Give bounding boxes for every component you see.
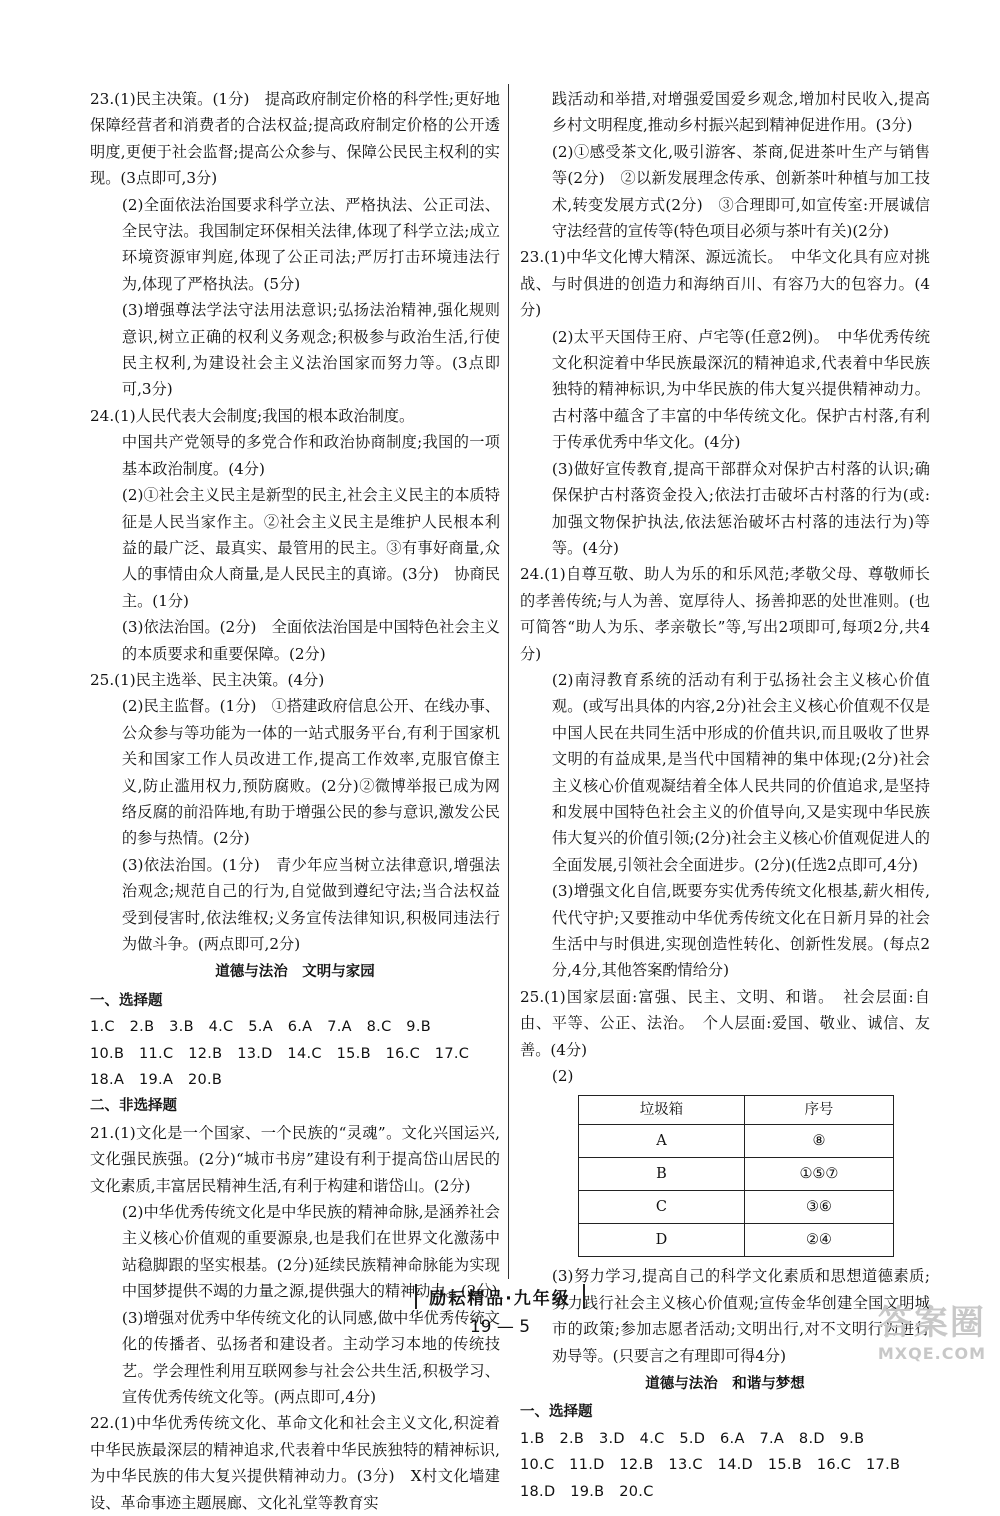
table-row <box>579 1224 894 1257</box>
q23-part3: (3)做好宣传教育,提高干部群众对保护古村落的认识;确保保护古村落资金投入;依法打击破坏古村落的行为(或:加强文物保护执法,依法惩治破坏古村落的违法行为)等等。(4分) <box>551 459 930 557</box>
choice-answers-line: 18.D 19.B 20.C <box>520 1483 654 1500</box>
q25-part3: (3)努力学习,提高自己的科学文化素质和思想道德素质;努力践行社会主义核心价值观;宣传金华创建全国文明城市的政策;参加志愿者活动;文明出行,对不文明行为进行劝导等。(只要言之有理即可得4分) <box>551 1267 930 1365</box>
choice-answers-line: 10.C 11.D 12.B 13.C 14.D 15.B 16.C 17.B <box>520 1457 901 1474</box>
choice-answers-line: 1.C 2.B 3.B 4.C 5.A 6.A 7.A 8.C 9.B <box>90 1019 431 1036</box>
q25-part2: (2)民主监督。(1分) ①搭建政府信息公开、在线办事、公众参与等功能为一体的一站式服务平台,有利于国家机关和国家工作人员改进工作,提高工作效率,克服官僚主义,防止滥用权力,预防腐败。(2分)②微博举报已成为网络反腐的前沿阵地,有助于增强公民的参与意识,激发公民的参与热情。(2分) <box>121 697 500 848</box>
footer <box>0 1284 1000 1309</box>
table-header: 垃圾箱 <box>579 1096 745 1125</box>
q25-part3: (3)依法治国。(1分) 青少年应当树立法律意识,增强法治观念;规范自己的行为,自觉做到遵纪守法;当合法权益受到侵害时,依法维权;义务宣传法律知识,积极同违法行为做斗争。(两点即可,2分) <box>121 855 500 953</box>
q24-part1: 24.(1)自尊互敬、助人为乐的和乐风范;孝敬父母、尊敬师长的孝善传统;与人为善、宽厚待人、扬善抑恶的处世准则。(也可简答“助人为乐、孝亲敬长”等,写出2项即可,每项2分,共4分) <box>520 565 930 663</box>
table-row <box>579 1125 894 1158</box>
section-title-harmony: 道德与法治 和谐与梦想 <box>645 1376 805 1393</box>
q24-part1: 24.(1)人民代表大会制度;我国的根本政治制度。 <box>90 406 415 425</box>
q24-part1-cont: 中国共产党领导的多党合作和政治协商制度;我国的一项基本政治制度。(4分) <box>121 433 500 478</box>
table-header: 序号 <box>744 1096 893 1125</box>
q23-part1: 23.(1)中华文化博大精深、源远流长。 中华文化具有应对挑战、与时俱进的创造力和海纳百川、有容乃大的包容力。(4分) <box>520 248 930 320</box>
q24-part2: (2)南浔教育系统的活动有利于弘扬社会主义核心价值观。(或写出具体的内容,2分)社会主义核心价值观不仅是中国人民在共同生活中形成的价值共识,而且吸收了世界文明的有益成果,是当代中国精神的集中体现;(2分)社会主义核心价值观凝结着全体人民共同的价值追求,是坚持和发展中国特色社会主义的价值导向,又是实现中华民族伟大复兴的价值引领;(2分)社会主义核心价值观促进人的全面发展,引领社会全面进步。(2分)(任选2点即可,4分) <box>551 670 930 874</box>
choice-answers-line: 18.A 19.A 20.B <box>90 1072 223 1089</box>
table-row <box>579 1158 894 1191</box>
q21-part1: 21.(1)文化是一个国家、一个民族的“灵魂”。文化兴国运兴,文化强民族强。(2分)“城市书房”建设有利于提高岱山居民的文化素质,丰富居民精神生活,有利于构建和谐岱山。(2分) <box>90 1123 500 1195</box>
choice-answers-line: 1.B 2.B 3.D 4.C 5.D 6.A 7.A 8.D 9.B <box>520 1430 865 1447</box>
q21-part2: (2)中华优秀传统文化是中华民族的精神命脉,是涵养社会主义核心价值观的重要源泉,也是我们在世界文化激荡中站稳脚跟的坚实根基。(2分)延续民族精神命脉能为实现中国梦提供不竭的力量之源,提供强大的精神动力。(2分) <box>121 1203 500 1301</box>
table-cell: ①⑤⑦ <box>744 1158 893 1191</box>
q25-part1: 25.(1)国家层面:富强、民主、文明、和谐。 社会层面:自由、平等、公正、法治。 个人层面:爱国、敬业、诚信、友善。(4分) <box>520 987 930 1059</box>
watermark-logo <box>878 1295 986 1363</box>
table-cell: C <box>579 1191 745 1224</box>
nonchoice-heading: 二、非选择题 <box>90 1098 177 1115</box>
table-cell: ③⑥ <box>744 1191 893 1224</box>
table-header-row <box>579 1096 894 1125</box>
q25-part1: 25.(1)民主选举、民主决策。(4分) <box>90 670 325 689</box>
page-number: 19 — 5 <box>469 1317 531 1337</box>
column-divider <box>508 84 509 1279</box>
watermark-url: MXQE.COM <box>877 1344 986 1363</box>
q22-part2: (2)①感受茶文化,吸引游客、茶商,促进茶叶生产与销售等(2分) ②以新发展理念传承、创新茶叶种植与加工技术,转变发展方式(2分) ③合理即可,如宣传室:开展诚信守法经营的宣传等(特色项目必须与茶叶有关)(2分) <box>551 142 930 241</box>
trash-bin-table <box>578 1095 894 1257</box>
footer-brand: 励耘精品·九年级 <box>415 1284 584 1309</box>
table-cell: ⑧ <box>744 1125 893 1158</box>
watermark-text: 答案圈 <box>877 1303 986 1343</box>
section-title-civilization: 道德与法治 文明与家园 <box>215 964 375 981</box>
q22-part1-cont: 践活动和举措,对增强爱国爱乡观念,增加村民收入,提高乡村文明程度,推动乡村振兴起到精神促进作用。(3分) <box>551 90 930 135</box>
table-row <box>579 1191 894 1224</box>
q24-part3: (3)增强文化自信,既要夯实优秀传统文化根基,薪火相传,代代守护;又要推动中华优秀传统文化在日新月异的社会生活中与时俱进,实现创造性转化、创新性发展。(每点2分,4分,其他答案酌情给分) <box>551 882 930 980</box>
q23-part1: 23.(1)民主决策。(1分) 提高政府制定价格的科学性;更好地保障经营者和消费者的合法权益;提高政府制定价格的公开透明度,更便于社会监督;提高公众参与、保障公民民主权利的实现。(3点即可,3分) <box>90 90 500 188</box>
q24-part3: (3)依法治国。(2分) 全面依法治国是中国特色社会主义的本质要求和重要保障。(2分) <box>121 618 500 663</box>
q21-part3: (3)增强对优秀中华传统文化的认同感,做中华优秀传统文化的传播者、弘扬者和建设者。主动学习本地的传统技艺。学会理性利用互联网参与社会公共生活,积极学习、宣传优秀传统文化等。(两点即可,4分) <box>121 1308 500 1406</box>
q23-part3: (3)增强尊法学法守法用法意识;弘扬法治精神,强化规则意识,树立正确的权利义务观念;积极参与政治生活,行使民主权利,为建设社会主义法治国家而努力等。(3点即可,3分) <box>121 301 500 399</box>
table-cell: ②④ <box>744 1224 893 1257</box>
choice-heading: 一、选择题 <box>520 1404 593 1421</box>
table-cell: D <box>579 1224 745 1257</box>
q23-part2: (2)太平天国侍王府、卢宅等(任意2例)。 中华优秀传统文化积淀着中华民族最深沉的精神追求,代表着中华民族独特的精神标识,为中华民族的伟大复兴提供精神动力。古村落中蕴含了丰富的中华传统文化。保护古村落,有利于传承优秀中华文化。(4分) <box>551 327 930 452</box>
table-cell: A <box>579 1125 745 1158</box>
q25-part2: (2) <box>551 1067 574 1086</box>
table-cell: B <box>579 1158 745 1191</box>
choice-heading: 一、选择题 <box>90 992 163 1009</box>
q24-part2: (2)①社会主义民主是新型的民主,社会主义民主的本质特征是人民当家作主。②社会主义民主是维护人民根本利益的最广泛、最真实、最管用的民主。③有事好商量,众人的事情由众人商量,是人民民主的真谛。(3分) 协商民主。(1分) <box>121 486 500 610</box>
q22-part1: 22.(1)中华优秀传统文化、革命文化和社会主义文化,积淀着中华民族最深层的精神追求,代表着中华民族独特的精神标识,为中华民族的伟大复兴提供精神动力。(3分) X村文化墙建设、革命事迹主题展廊、文化礼堂等教育实 <box>90 1414 500 1512</box>
choice-answers-line: 10.B 11.C 12.B 13.D 14.C 15.B 16.C 17.C <box>90 1045 470 1062</box>
q23-part2: (2)全面依法治国要求科学立法、严格执法、公正司法、全民守法。我国制定环保相关法律,体现了科学立法;成立环境资源审判庭,体现了公正司法;严厉打击环境违法行为,体现了严格执法。(5分) <box>121 195 500 293</box>
